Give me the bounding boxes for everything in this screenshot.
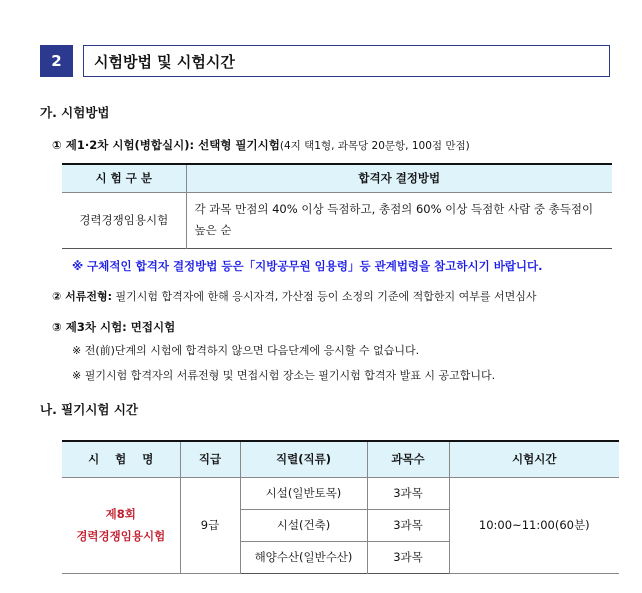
part-b-heading: 나. 필기시험 시간 (40, 402, 138, 417)
method-cell: 각 과목 만점의 40% 이상 득점하고, 총점의 60% 이상 득점한 사람 중 총득점이 높은 순 (186, 192, 612, 248)
exam-name-cell (62, 477, 180, 573)
subjects-cell: 3과목 (367, 541, 449, 573)
header-series: 직렬(직류) (240, 441, 367, 477)
item-2-label: ② 서류전형: (52, 290, 113, 303)
subjects-cell: 3과목 (367, 477, 449, 509)
exam-schedule-table (62, 440, 619, 574)
section-title: 시험방법 및 시험시간 (83, 45, 610, 77)
item-2 (52, 288, 537, 304)
header-method: 합격자 결정방법 (186, 164, 612, 192)
header-grade: 직급 (180, 441, 240, 477)
section-number: 2 (40, 45, 73, 77)
item-3 (52, 319, 175, 335)
series-cell: 해양수산(일반수산) (240, 541, 367, 573)
table-row (62, 192, 612, 248)
reference-note: ※ 구체적인 합격자 결정방법 등은「지방공무원 임용령」등 관계법령을 참고하시기 바랍니다. (72, 259, 543, 273)
series-cell: 시설(일반토목) (240, 477, 367, 509)
series-cell: 시설(건축) (240, 509, 367, 541)
item-1 (52, 137, 470, 153)
subjects-cell: 3과목 (367, 509, 449, 541)
pass-criteria-table (62, 163, 612, 249)
item-3-label: ③ 제3차 시험: 면접시험 (52, 320, 176, 334)
header-category: 시 험 구 분 (62, 164, 186, 192)
item-2-text: 필기시험 합격자에 한해 응시자격, 가산점 등이 소정의 기준에 적합한지 여부를 서면심사 (112, 290, 537, 303)
section-header (40, 45, 610, 77)
table-header-row (62, 164, 612, 192)
header-time: 시험시간 (449, 441, 619, 477)
note-1: ※ 전(前)단계의 시험에 합격하지 않으면 다음단계에 응시할 수 없습니다. (72, 344, 420, 357)
item-1-label: ① 제1·2차 시험(병합실시): 선택형 필기시험 (52, 138, 280, 152)
item-1-detail: (4지 택1형, 과목당 20문항, 100점 만점) (279, 140, 470, 152)
part-a-heading: 가. 시험방법 (40, 105, 110, 120)
exam-type: 경력경쟁임용시험 (76, 529, 166, 543)
table-row (62, 477, 619, 509)
note-2: ※ 필기시험 합격자의 서류전형 및 면접시험 장소는 필기시험 합격자 발표 시 공고합니다. (72, 369, 496, 382)
header-subjects: 과목수 (367, 441, 449, 477)
category-cell: 경력경쟁임용시험 (79, 213, 169, 227)
table-header-row (62, 441, 619, 477)
header-exam-name: 시 험 명 (62, 441, 180, 477)
time-cell: 10:00~11:00(60분) (449, 477, 619, 573)
grade-cell: 9급 (180, 477, 240, 573)
exam-round: 제8회 (105, 507, 136, 521)
